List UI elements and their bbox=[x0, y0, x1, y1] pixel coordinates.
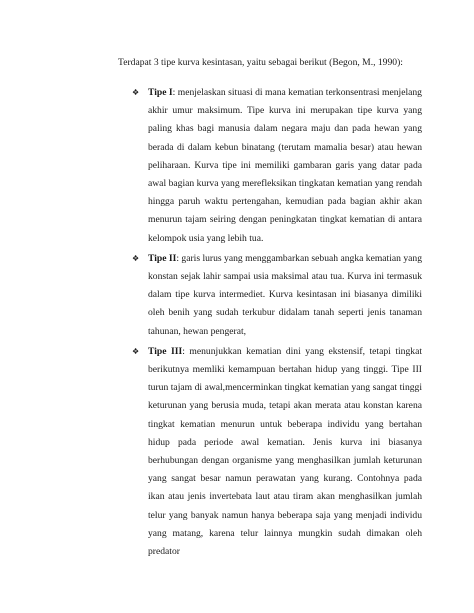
survivorship-type-list bbox=[132, 84, 422, 561]
list-item-type-3 bbox=[132, 343, 422, 561]
diamond-bullet-icon: ❖ bbox=[132, 88, 140, 97]
term-type-3: Tipe III bbox=[148, 345, 183, 357]
term-type-2: Tipe II bbox=[148, 252, 177, 264]
description-type-2: : garis lurus yang menggambarkan sebuah angka kematian yang konstan sejak lahir sampai usia maksimal atau tua. Kurva ini termasuk dalam tipe kurva intermediet. Kurva kesintasan ini biasanya dimiliki oleh benih yang sudah terkubur didalam tanah seperti jenis tanaman tahunan, hewan pengerat, bbox=[148, 252, 422, 337]
description-type-1: : menjelaskan situasi di mana kematian terkonsentrasi menjelang akhir umur maksimum. Tipe kurva ini merupakan tipe kurva yang paling khas bagi manusia dalam negara maju dan pada hewan yang berada di dalam kebun binatang (terutam mamalia besar) atau hewan peliharaan. Kurva tipe ini memiliki gambaran garis yang datar pada awal bagian kurva yang merefleksikan tingkatan kematian yang rendah hingga paruh waktu pertengahan, kemudian pada bagian akhir akan menurun tajam seiring dengan peningkatan tingkat kematian di antara kelompok usia yang lebih tua. bbox=[148, 87, 422, 244]
diamond-bullet-icon: ❖ bbox=[132, 346, 140, 356]
list-item-type-2 bbox=[132, 250, 422, 341]
description-type-3: : menunjukkan kematian dini yang ekstensif, tetapi tingkat berikutnya memliki kemampuan bertahan hidup yang tinggi. Tipe III turun tajam di awal,mencerminkan tingkat kematian yang sangat tinggi keturunan yang berusia muda, tetapi akan merata atau konstan karena tingkat kematian menurun untuk beberapa individu yang bertahan hidup pada periode awal kematian. Jenis kurva ini biasanya berhubungan dengan organisme yang menghasilkan jumlah keturunan yang sangat besar namun perawatan yang kurang. Contohnya pada ikan atau jenis invertebata laut atau tiram akan menghasilkan jumlah telur yang banyak namun hanya beberapa saja yang menjadi individu yang matang, karena telur lainnya mungkin sudah dimakan oleh predator bbox=[148, 345, 422, 558]
diamond-bullet-icon: ❖ bbox=[132, 253, 140, 263]
list-item-type-1 bbox=[132, 84, 422, 248]
intro-paragraph: Terdapat 3 tipe kurva kesintasan, yaitu sebagai berikut (Begon, M., 1990): bbox=[118, 57, 403, 68]
term-type-1: Tipe I bbox=[148, 87, 173, 98]
